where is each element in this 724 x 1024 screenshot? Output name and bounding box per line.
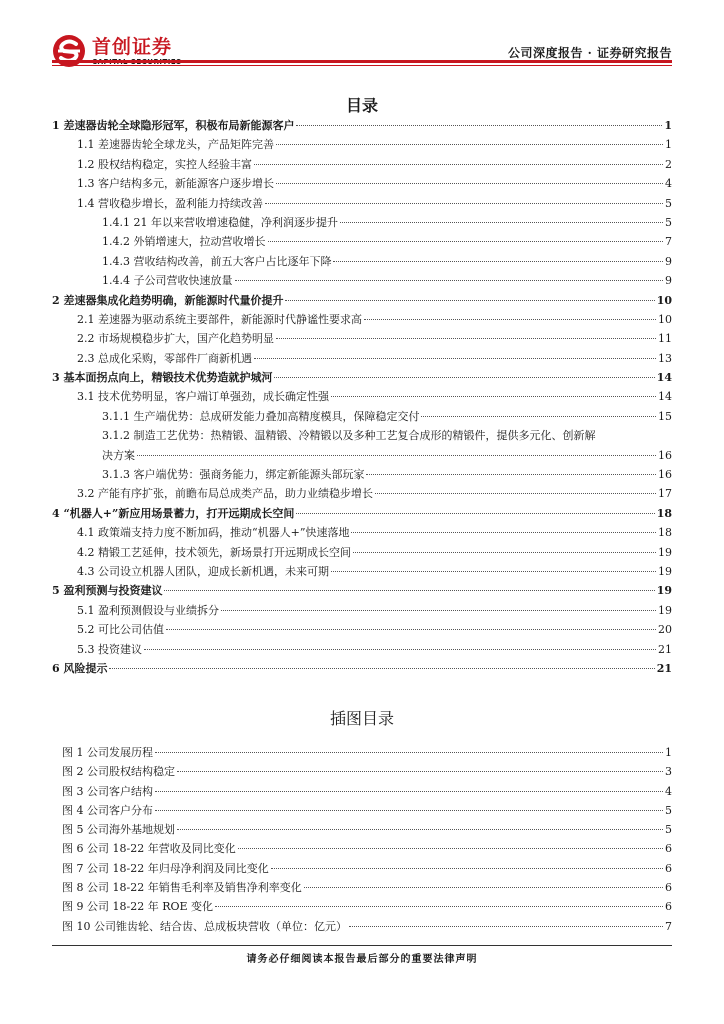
dot-leader xyxy=(276,143,663,145)
toc-entry-page: 9 xyxy=(665,274,672,288)
figure-entry-page: 5 xyxy=(665,803,672,817)
toc-entry[interactable] xyxy=(52,659,672,678)
toc-entry-text: 4 “机器人+”新应用场景蓄力，打开远期成长空间 xyxy=(52,506,295,520)
toc-entry-page: 19 xyxy=(658,545,672,559)
figure-entry-page: 1 xyxy=(665,746,672,759)
toc-entry[interactable] xyxy=(52,484,672,503)
toc-entry-text: 3.2 产能有序扩张，前瞻布局总成类产品，助力业绩稳步增长 xyxy=(77,487,373,501)
toc-entry-page: 17 xyxy=(658,487,672,501)
dot-leader xyxy=(364,318,656,320)
toc-entry[interactable] xyxy=(52,252,672,271)
toc-entry-page: 7 xyxy=(665,235,672,249)
toc-entry-text: 2.1 差速器为驱动系统主要部件，新能源时代静谧性要求高 xyxy=(77,312,362,326)
toc-entry[interactable] xyxy=(52,426,672,465)
toc-entry[interactable] xyxy=(52,504,672,523)
toc-entry[interactable] xyxy=(52,155,672,174)
toc-entry-page: 21 xyxy=(656,661,672,675)
figure-entry-text: 图 6 公司 18-22 年营收及同比变化 xyxy=(62,842,236,856)
dot-leader xyxy=(254,357,656,359)
toc-entry-page: 18 xyxy=(658,526,672,540)
toc-entry[interactable] xyxy=(52,194,672,213)
dot-leader xyxy=(155,790,663,792)
toc-entry-text: 3.1.3 客户端优势：强商务能力，绑定新能源头部玩家 xyxy=(102,468,365,482)
toc-entry-text: 4.3 公司设立机器人团队，迎成长新机遇，未来可期 xyxy=(77,565,329,579)
toc-entry-text: 1 差速器齿轮全球隐形冠军，积极布局新能源客户 xyxy=(52,119,295,132)
dot-leader xyxy=(155,809,663,811)
dot-leader xyxy=(331,395,656,397)
figure-entry[interactable] xyxy=(62,897,672,916)
dot-leader xyxy=(166,628,656,630)
toc-entry-page: 19 xyxy=(656,584,672,598)
toc-entry-page: 1 xyxy=(665,138,672,152)
toc-entry-text: 1.3 客户结构多元，新能源客户逐步增长 xyxy=(77,177,274,191)
figure-entry[interactable] xyxy=(62,801,672,820)
table-of-contents xyxy=(52,116,672,678)
toc-entry-page: 18 xyxy=(656,506,672,520)
figure-list-title: 插图目录 xyxy=(329,709,394,728)
figure-entry-page: 6 xyxy=(665,900,672,914)
dot-leader xyxy=(304,886,663,888)
toc-entry-page: 20 xyxy=(658,623,672,637)
toc-entry-text: 5.2 可比公司估值 xyxy=(77,623,164,637)
figure-list xyxy=(62,743,672,936)
toc-entry[interactable] xyxy=(52,523,672,542)
toc-entry-page: 19 xyxy=(658,565,672,579)
toc-entry[interactable] xyxy=(52,581,672,600)
dot-leader xyxy=(366,473,656,475)
toc-entry-text: 4.2 精锻工艺延伸，技术领先，新场景打开远期成长空间 xyxy=(77,545,351,559)
dot-leader xyxy=(177,828,663,830)
toc-entry[interactable] xyxy=(52,562,672,581)
toc-entry[interactable] xyxy=(52,310,672,329)
figure-entry-page: 6 xyxy=(665,842,672,856)
toc-entry-page: 5 xyxy=(665,196,672,210)
toc-entry-text: 1.4 营收稳步增长，盈利能力持续改善 xyxy=(77,196,263,210)
toc-entry[interactable] xyxy=(52,135,672,154)
toc-entry-page: 14 xyxy=(656,371,672,385)
figure-entry-text: 图 1 公司发展历程 xyxy=(62,746,153,759)
dot-leader xyxy=(221,609,656,611)
header-divider xyxy=(52,60,672,63)
dot-leader xyxy=(144,648,656,650)
dot-leader xyxy=(265,202,663,204)
figure-entry-page: 7 xyxy=(665,919,672,933)
dot-leader xyxy=(351,531,656,533)
toc-entry-page: 10 xyxy=(658,312,672,326)
toc-entry[interactable] xyxy=(52,620,672,639)
toc-entry[interactable] xyxy=(52,407,672,426)
toc-entry[interactable] xyxy=(52,174,672,193)
dot-leader xyxy=(254,163,663,165)
toc-entry-page: 16 xyxy=(658,468,672,482)
dot-leader xyxy=(276,182,663,184)
toc-entry-text: 3.1.1 生产端优势：总成研发能力叠加高精度模具，保障稳定交付 xyxy=(102,409,420,423)
report-type-label: 公司深度报告 · 证券研究报告 xyxy=(507,46,672,60)
figure-entry-text: 图 4 公司客户分布 xyxy=(62,803,153,817)
dot-leader xyxy=(268,240,664,242)
figure-entry[interactable] xyxy=(62,839,672,858)
toc-entry[interactable] xyxy=(52,291,672,310)
toc-entry-text: 1.2 股权结构稳定，实控人经验丰富 xyxy=(77,157,252,171)
dot-leader xyxy=(235,279,664,281)
toc-entry-page: 14 xyxy=(658,390,672,404)
dot-leader xyxy=(331,570,656,572)
figure-entry-text: 图 5 公司海外基地规划 xyxy=(62,823,175,837)
toc-entry-page: 9 xyxy=(665,254,672,268)
toc-entry[interactable] xyxy=(52,213,672,232)
toc-entry-page: 16 xyxy=(658,448,672,462)
toc-entry[interactable] xyxy=(52,368,672,387)
toc-entry[interactable] xyxy=(52,387,672,406)
toc-entry-page: 4 xyxy=(665,177,672,191)
dot-leader xyxy=(285,299,654,301)
header-divider-thin xyxy=(52,65,672,66)
toc-entry[interactable] xyxy=(52,465,672,484)
toc-entry-text: 3 基本面拐点向上，精锻技术优势造就护城河 xyxy=(52,371,273,385)
toc-entry[interactable] xyxy=(52,349,672,368)
toc-entry-text: 3.1.2 制造工艺优势：热精锻、温精锻、冷精锻以及多种工艺复合成形的精锻件，提供多元化、创新解 xyxy=(102,429,596,443)
figure-entry-text: 图 8 公司 18-22 年销售毛利率及销售净利率变化 xyxy=(62,881,302,895)
dot-leader xyxy=(375,492,656,494)
toc-entry[interactable] xyxy=(52,116,672,135)
toc-entry[interactable] xyxy=(52,640,672,659)
toc-entry-text: 5 盈利预测与投资建议 xyxy=(52,584,163,598)
toc-entry[interactable] xyxy=(52,232,672,251)
dot-leader xyxy=(177,770,663,772)
dot-leader xyxy=(276,337,656,339)
toc-entry-text: 1.4.4 子公司营收快速放量 xyxy=(102,274,233,288)
figure-entry-text: 图 9 公司 18-22 年 ROE 变化 xyxy=(62,900,214,914)
figure-entry-text: 图 7 公司 18-22 年归母净利润及同比变化 xyxy=(62,861,269,875)
toc-entry-page: 19 xyxy=(658,603,672,617)
dot-leader xyxy=(349,925,663,927)
toc-entry-text: 1.4.1 21 年以来营收增速稳健，净利润逐步提升 xyxy=(102,215,338,229)
figure-entry-page: 5 xyxy=(665,823,672,837)
toc-entry-page: 21 xyxy=(658,642,672,656)
dot-leader xyxy=(238,847,663,849)
toc-entry-text: 1.4.3 营收结构改善，前五大客户占比逐年下降 xyxy=(102,254,332,268)
figure-entry-page: 6 xyxy=(665,861,672,875)
toc-entry-text: 3.1 技术优势明显，客户端订单强劲，成长确定性强 xyxy=(77,390,329,404)
toc-entry-page: 1 xyxy=(664,119,672,132)
dot-leader xyxy=(333,260,663,262)
figure-entry[interactable] xyxy=(62,743,672,762)
toc-title: 目录 xyxy=(345,96,378,115)
toc-entry-page: 2 xyxy=(665,157,672,171)
toc-entry-text: 5.3 投资建议 xyxy=(77,642,142,656)
toc-entry[interactable] xyxy=(52,543,672,562)
toc-entry-page: 11 xyxy=(658,332,672,346)
toc-entry-page: 15 xyxy=(658,409,672,423)
figure-entry-text: 图 10 公司锥齿轮、结合齿、总成板块营收（单位：亿元） xyxy=(62,919,347,933)
page-header xyxy=(0,0,724,80)
toc-entry[interactable] xyxy=(52,601,672,620)
toc-entry-text: 2.2 市场规模稳步扩大，国产化趋势明显 xyxy=(77,332,274,346)
toc-entry-page: 10 xyxy=(656,293,672,307)
figure-entry-text: 图 3 公司客户结构 xyxy=(62,784,153,798)
legal-disclaimer-footer: 请务必仔细阅读本报告最后部分的重要法律声明 xyxy=(246,954,478,965)
dot-leader xyxy=(421,415,656,417)
figure-entry-page: 4 xyxy=(665,784,672,798)
dot-leader xyxy=(215,905,663,907)
figure-entry-text: 图 2 公司股权结构稳定 xyxy=(62,765,175,779)
toc-entry-text: 2.3 总成化采购，零部件厂商新机遇 xyxy=(77,351,252,365)
dot-leader xyxy=(296,124,662,126)
figure-entry[interactable] xyxy=(62,782,672,801)
figure-entry[interactable] xyxy=(62,917,672,936)
logo-chinese-name: 首创证券 xyxy=(92,35,173,58)
dot-leader xyxy=(271,867,663,869)
footer-divider xyxy=(52,945,672,946)
figure-entry[interactable] xyxy=(62,762,672,781)
toc-entry-page: 13 xyxy=(658,351,672,365)
toc-entry-text: 1.4.2 外销增速大，拉动营收增长 xyxy=(102,235,266,249)
toc-entry-text: 2 差速器集成化趋势明确，新能源时代量价提升 xyxy=(52,293,284,307)
figure-entry-page: 6 xyxy=(665,881,672,895)
toc-entry-text: 1.1 差速器齿轮全球龙头，产品矩阵完善 xyxy=(77,138,274,152)
dot-leader xyxy=(296,512,654,514)
figure-entry[interactable] xyxy=(62,820,672,839)
toc-entry-text: 5.1 盈利预测假设与业绩拆分 xyxy=(77,603,219,617)
toc-entry-text: 6 风险提示 xyxy=(52,661,108,675)
toc-entry[interactable] xyxy=(52,271,672,290)
figure-entry[interactable] xyxy=(62,878,672,897)
figure-entry-page: 3 xyxy=(665,765,672,779)
dot-leader xyxy=(137,454,656,456)
dot-leader xyxy=(109,667,654,669)
dot-leader xyxy=(164,589,654,591)
dot-leader xyxy=(274,376,654,378)
toc-entry-text-continued: 决方案 xyxy=(102,448,135,462)
toc-entry-text: 4.1 政策端支持力度不断加码，推动“机器人+”快速落地 xyxy=(77,526,350,540)
dot-leader xyxy=(155,751,663,753)
figure-entry[interactable] xyxy=(62,859,672,878)
toc-entry[interactable] xyxy=(52,329,672,348)
dot-leader xyxy=(340,221,663,223)
dot-leader xyxy=(353,551,656,553)
toc-entry-page: 5 xyxy=(665,215,672,229)
